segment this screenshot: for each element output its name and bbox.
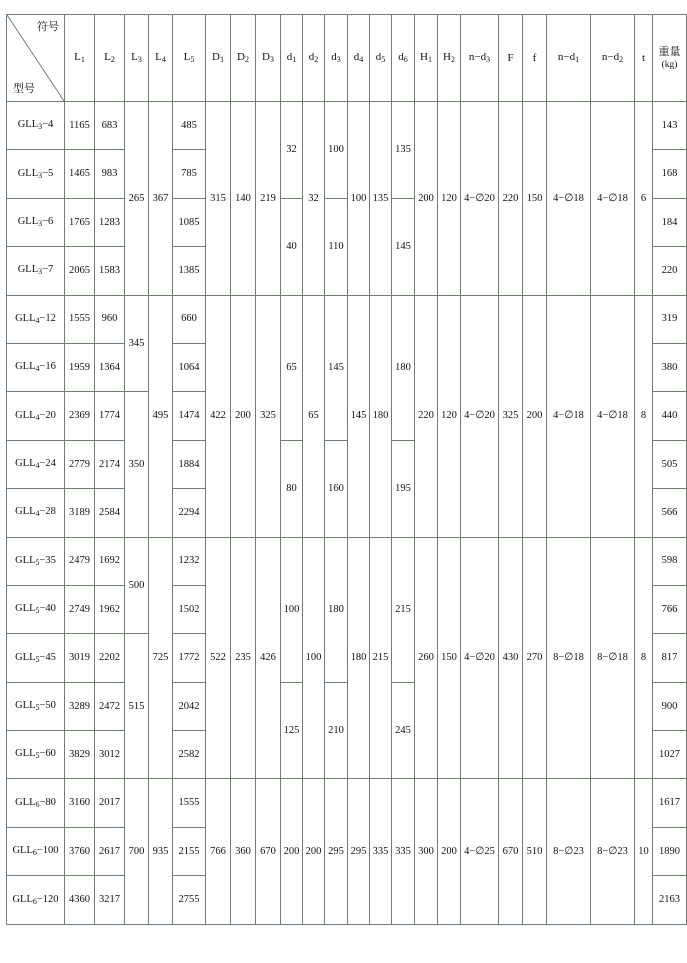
cell-L2: 983 xyxy=(95,150,125,198)
cell-d6: 145 xyxy=(392,198,415,295)
cell-L3: 700 xyxy=(125,779,149,924)
cell-n-d3: 4−∅20 xyxy=(461,295,499,537)
cell-n-d3: 4−∅25 xyxy=(461,779,499,924)
cell-d1: 40 xyxy=(281,198,303,295)
dimension-table xyxy=(6,14,687,925)
cell-L1: 3019 xyxy=(65,634,95,682)
cell-d5: 335 xyxy=(370,779,392,924)
cell-d1: 200 xyxy=(281,779,303,924)
cell-n-d2: 8−∅18 xyxy=(591,537,635,779)
cell-t: 8 xyxy=(635,537,653,779)
cell-d6: 180 xyxy=(392,295,415,440)
cell-L3: 345 xyxy=(125,295,149,392)
cell-L5: 1064 xyxy=(173,343,206,391)
cell-d1: 100 xyxy=(281,537,303,682)
cell-L5: 1474 xyxy=(173,392,206,440)
cell-L5: 1884 xyxy=(173,440,206,488)
cell-d2: 100 xyxy=(303,537,325,779)
row-model: $GLL_4-16$ xyxy=(7,343,65,391)
header-L2: $L_2$ xyxy=(95,15,125,102)
cell-D1: 766 xyxy=(206,779,231,924)
cell-d3: 210 xyxy=(325,682,348,779)
header-n-d1: $n-d_1$ xyxy=(547,15,591,102)
cell-L1: 2369 xyxy=(65,392,95,440)
cell-n-d3: 4−∅20 xyxy=(461,102,499,296)
cell-L3: 265 xyxy=(125,102,149,296)
table-row xyxy=(7,537,687,585)
cell-L1: 2749 xyxy=(65,585,95,633)
header-F: F xyxy=(499,15,523,102)
table-row xyxy=(7,779,687,827)
cell-H2: 150 xyxy=(438,537,461,779)
cell-L2: 3217 xyxy=(95,876,125,924)
cell-n-d2: 8−∅23 xyxy=(591,779,635,924)
cell-L5: 1555 xyxy=(173,779,206,827)
header-symbol-label: 符号 xyxy=(37,21,59,33)
cell-L5: 1085 xyxy=(173,198,206,246)
header-L5: $L_5$ xyxy=(173,15,206,102)
cell-d3: 145 xyxy=(325,295,348,440)
cell-L1: 3829 xyxy=(65,731,95,779)
cell-L5: 660 xyxy=(173,295,206,343)
cell-L2: 2174 xyxy=(95,440,125,488)
cell-L5: 485 xyxy=(173,102,206,150)
cell-n-d1: 4−∅18 xyxy=(547,102,591,296)
cell-d6: 335 xyxy=(392,779,415,924)
cell-L2: 683 xyxy=(95,102,125,150)
cell-F: 220 xyxy=(499,102,523,296)
row-model: $GLL_4-12$ xyxy=(7,295,65,343)
row-model: $GLL_4-20$ xyxy=(7,392,65,440)
table-header-row xyxy=(7,15,687,102)
header-D3: $D_3$ xyxy=(256,15,281,102)
cell-L2: 2617 xyxy=(95,827,125,875)
cell-L1: 1465 xyxy=(65,150,95,198)
cell-d3: 100 xyxy=(325,102,348,199)
row-model: $GLL_3-6$ xyxy=(7,198,65,246)
cell-L1: 3189 xyxy=(65,489,95,537)
cell-L5: 2755 xyxy=(173,876,206,924)
cell-L1: 2479 xyxy=(65,537,95,585)
cell-L1: 2779 xyxy=(65,440,95,488)
cell-D2: 200 xyxy=(231,295,256,537)
cell-L1: 1765 xyxy=(65,198,95,246)
cell-L2: 2584 xyxy=(95,489,125,537)
cell-D2: 140 xyxy=(231,102,256,296)
cell-L3: 500 xyxy=(125,537,149,634)
cell-n-d2: 4−∅18 xyxy=(591,295,635,537)
cell-d4: 295 xyxy=(348,779,370,924)
cell-weight: 440 xyxy=(653,392,687,440)
cell-d6: 215 xyxy=(392,537,415,682)
cell-t: 10 xyxy=(635,779,653,924)
cell-d4: 100 xyxy=(348,102,370,296)
cell-n-d3: 4−∅20 xyxy=(461,537,499,779)
cell-d3: 180 xyxy=(325,537,348,682)
cell-d6: 245 xyxy=(392,682,415,779)
cell-L3: 515 xyxy=(125,634,149,779)
cell-L5: 785 xyxy=(173,150,206,198)
cell-t: 8 xyxy=(635,295,653,537)
cell-H1: 200 xyxy=(415,102,438,296)
cell-D3: 325 xyxy=(256,295,281,537)
header-d3: $d_3$ xyxy=(325,15,348,102)
cell-n-d1: 4−∅18 xyxy=(547,295,591,537)
cell-d2: 65 xyxy=(303,295,325,537)
cell-weight: 143 xyxy=(653,102,687,150)
cell-H1: 220 xyxy=(415,295,438,537)
cell-F: 325 xyxy=(499,295,523,537)
cell-L2: 1692 xyxy=(95,537,125,585)
cell-L4: 935 xyxy=(149,779,173,924)
cell-d1: 65 xyxy=(281,295,303,440)
header-d1: $d_1$ xyxy=(281,15,303,102)
cell-L5: 1772 xyxy=(173,634,206,682)
header-corner-cell xyxy=(7,15,65,102)
header-weight xyxy=(653,15,687,102)
cell-L4: 367 xyxy=(149,102,173,296)
header-L3: $L_3$ xyxy=(125,15,149,102)
row-model: $GLL_3-7$ xyxy=(7,247,65,295)
header-d5: $d_5$ xyxy=(370,15,392,102)
cell-weight: 2163 xyxy=(653,876,687,924)
header-n-d3: $n-d_3$ xyxy=(461,15,499,102)
cell-f: 200 xyxy=(523,295,547,537)
row-model: $GLL_4-24$ xyxy=(7,440,65,488)
cell-D1: 522 xyxy=(206,537,231,779)
row-model: $GLL_3-4$ xyxy=(7,102,65,150)
header-t: t xyxy=(635,15,653,102)
cell-L5: 2042 xyxy=(173,682,206,730)
cell-f: 270 xyxy=(523,537,547,779)
header-d6: $d_6$ xyxy=(392,15,415,102)
header-f: f xyxy=(523,15,547,102)
cell-weight: 766 xyxy=(653,585,687,633)
cell-weight: 168 xyxy=(653,150,687,198)
header-L4: $L_4$ xyxy=(149,15,173,102)
cell-L4: 725 xyxy=(149,537,173,779)
cell-L2: 3012 xyxy=(95,731,125,779)
cell-D3: 670 xyxy=(256,779,281,924)
cell-d2: 200 xyxy=(303,779,325,924)
cell-weight: 900 xyxy=(653,682,687,730)
header-d4: $d_4$ xyxy=(348,15,370,102)
header-model-label: 型号 xyxy=(13,82,35,95)
cell-L3: 350 xyxy=(125,392,149,537)
row-model: $GLL_5-60$ xyxy=(7,731,65,779)
cell-L2: 1774 xyxy=(95,392,125,440)
cell-L2: 2202 xyxy=(95,634,125,682)
cell-L1: 1959 xyxy=(65,343,95,391)
row-model: $GLL_5-40$ xyxy=(7,585,65,633)
cell-L2: 1364 xyxy=(95,343,125,391)
cell-weight: 505 xyxy=(653,440,687,488)
row-model: $GLL_5-35$ xyxy=(7,537,65,585)
cell-weight: 566 xyxy=(653,489,687,537)
table-row xyxy=(7,295,687,343)
cell-d5: 180 xyxy=(370,295,392,537)
cell-H2: 120 xyxy=(438,295,461,537)
row-model: $GLL_4-28$ xyxy=(7,489,65,537)
cell-d4: 145 xyxy=(348,295,370,537)
cell-d1: 80 xyxy=(281,440,303,537)
cell-n-d2: 4−∅18 xyxy=(591,102,635,296)
cell-L1: 2065 xyxy=(65,247,95,295)
cell-weight: 1617 xyxy=(653,779,687,827)
header-d2: $d_2$ xyxy=(303,15,325,102)
row-model: $GLL_6-100$ xyxy=(7,827,65,875)
cell-weight: 1890 xyxy=(653,827,687,875)
cell-L2: 1283 xyxy=(95,198,125,246)
header-H2: $H_2$ xyxy=(438,15,461,102)
cell-weight: 184 xyxy=(653,198,687,246)
cell-d4: 180 xyxy=(348,537,370,779)
cell-L1: 1165 xyxy=(65,102,95,150)
cell-d1: 125 xyxy=(281,682,303,779)
cell-L5: 2155 xyxy=(173,827,206,875)
cell-L5: 1232 xyxy=(173,537,206,585)
cell-D1: 315 xyxy=(206,102,231,296)
cell-L2: 1962 xyxy=(95,585,125,633)
cell-d3: 160 xyxy=(325,440,348,537)
cell-D1: 422 xyxy=(206,295,231,537)
header-H1: $H_1$ xyxy=(415,15,438,102)
header-D1: $D_1$ xyxy=(206,15,231,102)
cell-weight: 1027 xyxy=(653,731,687,779)
cell-t: 6 xyxy=(635,102,653,296)
cell-d5: 215 xyxy=(370,537,392,779)
cell-L1: 4360 xyxy=(65,876,95,924)
cell-H2: 200 xyxy=(438,779,461,924)
cell-L1: 3289 xyxy=(65,682,95,730)
cell-weight: 817 xyxy=(653,634,687,682)
cell-weight: 380 xyxy=(653,343,687,391)
header-weight-label: 重量 xyxy=(658,45,681,58)
cell-D3: 219 xyxy=(256,102,281,296)
cell-L2: 1583 xyxy=(95,247,125,295)
cell-L2: 2017 xyxy=(95,779,125,827)
header-weight-unit: (kg) xyxy=(661,59,678,70)
cell-d5: 135 xyxy=(370,102,392,296)
row-model: $GLL_6-120$ xyxy=(7,876,65,924)
cell-d2: 32 xyxy=(303,102,325,296)
header-L1: $L_1$ xyxy=(65,15,95,102)
header-n-d2: $n-d_2$ xyxy=(591,15,635,102)
cell-L5: 1502 xyxy=(173,585,206,633)
cell-L5: 1385 xyxy=(173,247,206,295)
cell-L2: 2472 xyxy=(95,682,125,730)
cell-H1: 260 xyxy=(415,537,438,779)
cell-d6: 135 xyxy=(392,102,415,199)
cell-weight: 220 xyxy=(653,247,687,295)
cell-F: 670 xyxy=(499,779,523,924)
cell-d6: 195 xyxy=(392,440,415,537)
cell-D2: 235 xyxy=(231,537,256,779)
cell-d3: 295 xyxy=(325,779,348,924)
cell-f: 150 xyxy=(523,102,547,296)
cell-D2: 360 xyxy=(231,779,256,924)
cell-H2: 120 xyxy=(438,102,461,296)
cell-L5: 2582 xyxy=(173,731,206,779)
row-model: $GLL_3-5$ xyxy=(7,150,65,198)
cell-L2: 960 xyxy=(95,295,125,343)
row-model: $GLL_6-80$ xyxy=(7,779,65,827)
cell-n-d1: 8−∅23 xyxy=(547,779,591,924)
cell-L1: 3760 xyxy=(65,827,95,875)
cell-n-d1: 8−∅18 xyxy=(547,537,591,779)
cell-L1: 3160 xyxy=(65,779,95,827)
cell-D3: 426 xyxy=(256,537,281,779)
header-D2: $D_2$ xyxy=(231,15,256,102)
cell-weight: 319 xyxy=(653,295,687,343)
row-model: $GLL_5-50$ xyxy=(7,682,65,730)
cell-weight: 598 xyxy=(653,537,687,585)
cell-d3: 110 xyxy=(325,198,348,295)
cell-L1: 1555 xyxy=(65,295,95,343)
row-model: $GLL_5-45$ xyxy=(7,634,65,682)
cell-L5: 2294 xyxy=(173,489,206,537)
cell-F: 430 xyxy=(499,537,523,779)
cell-d1: 32 xyxy=(281,102,303,199)
cell-H1: 300 xyxy=(415,779,438,924)
cell-f: 510 xyxy=(523,779,547,924)
cell-L4: 495 xyxy=(149,295,173,537)
table-row xyxy=(7,102,687,150)
